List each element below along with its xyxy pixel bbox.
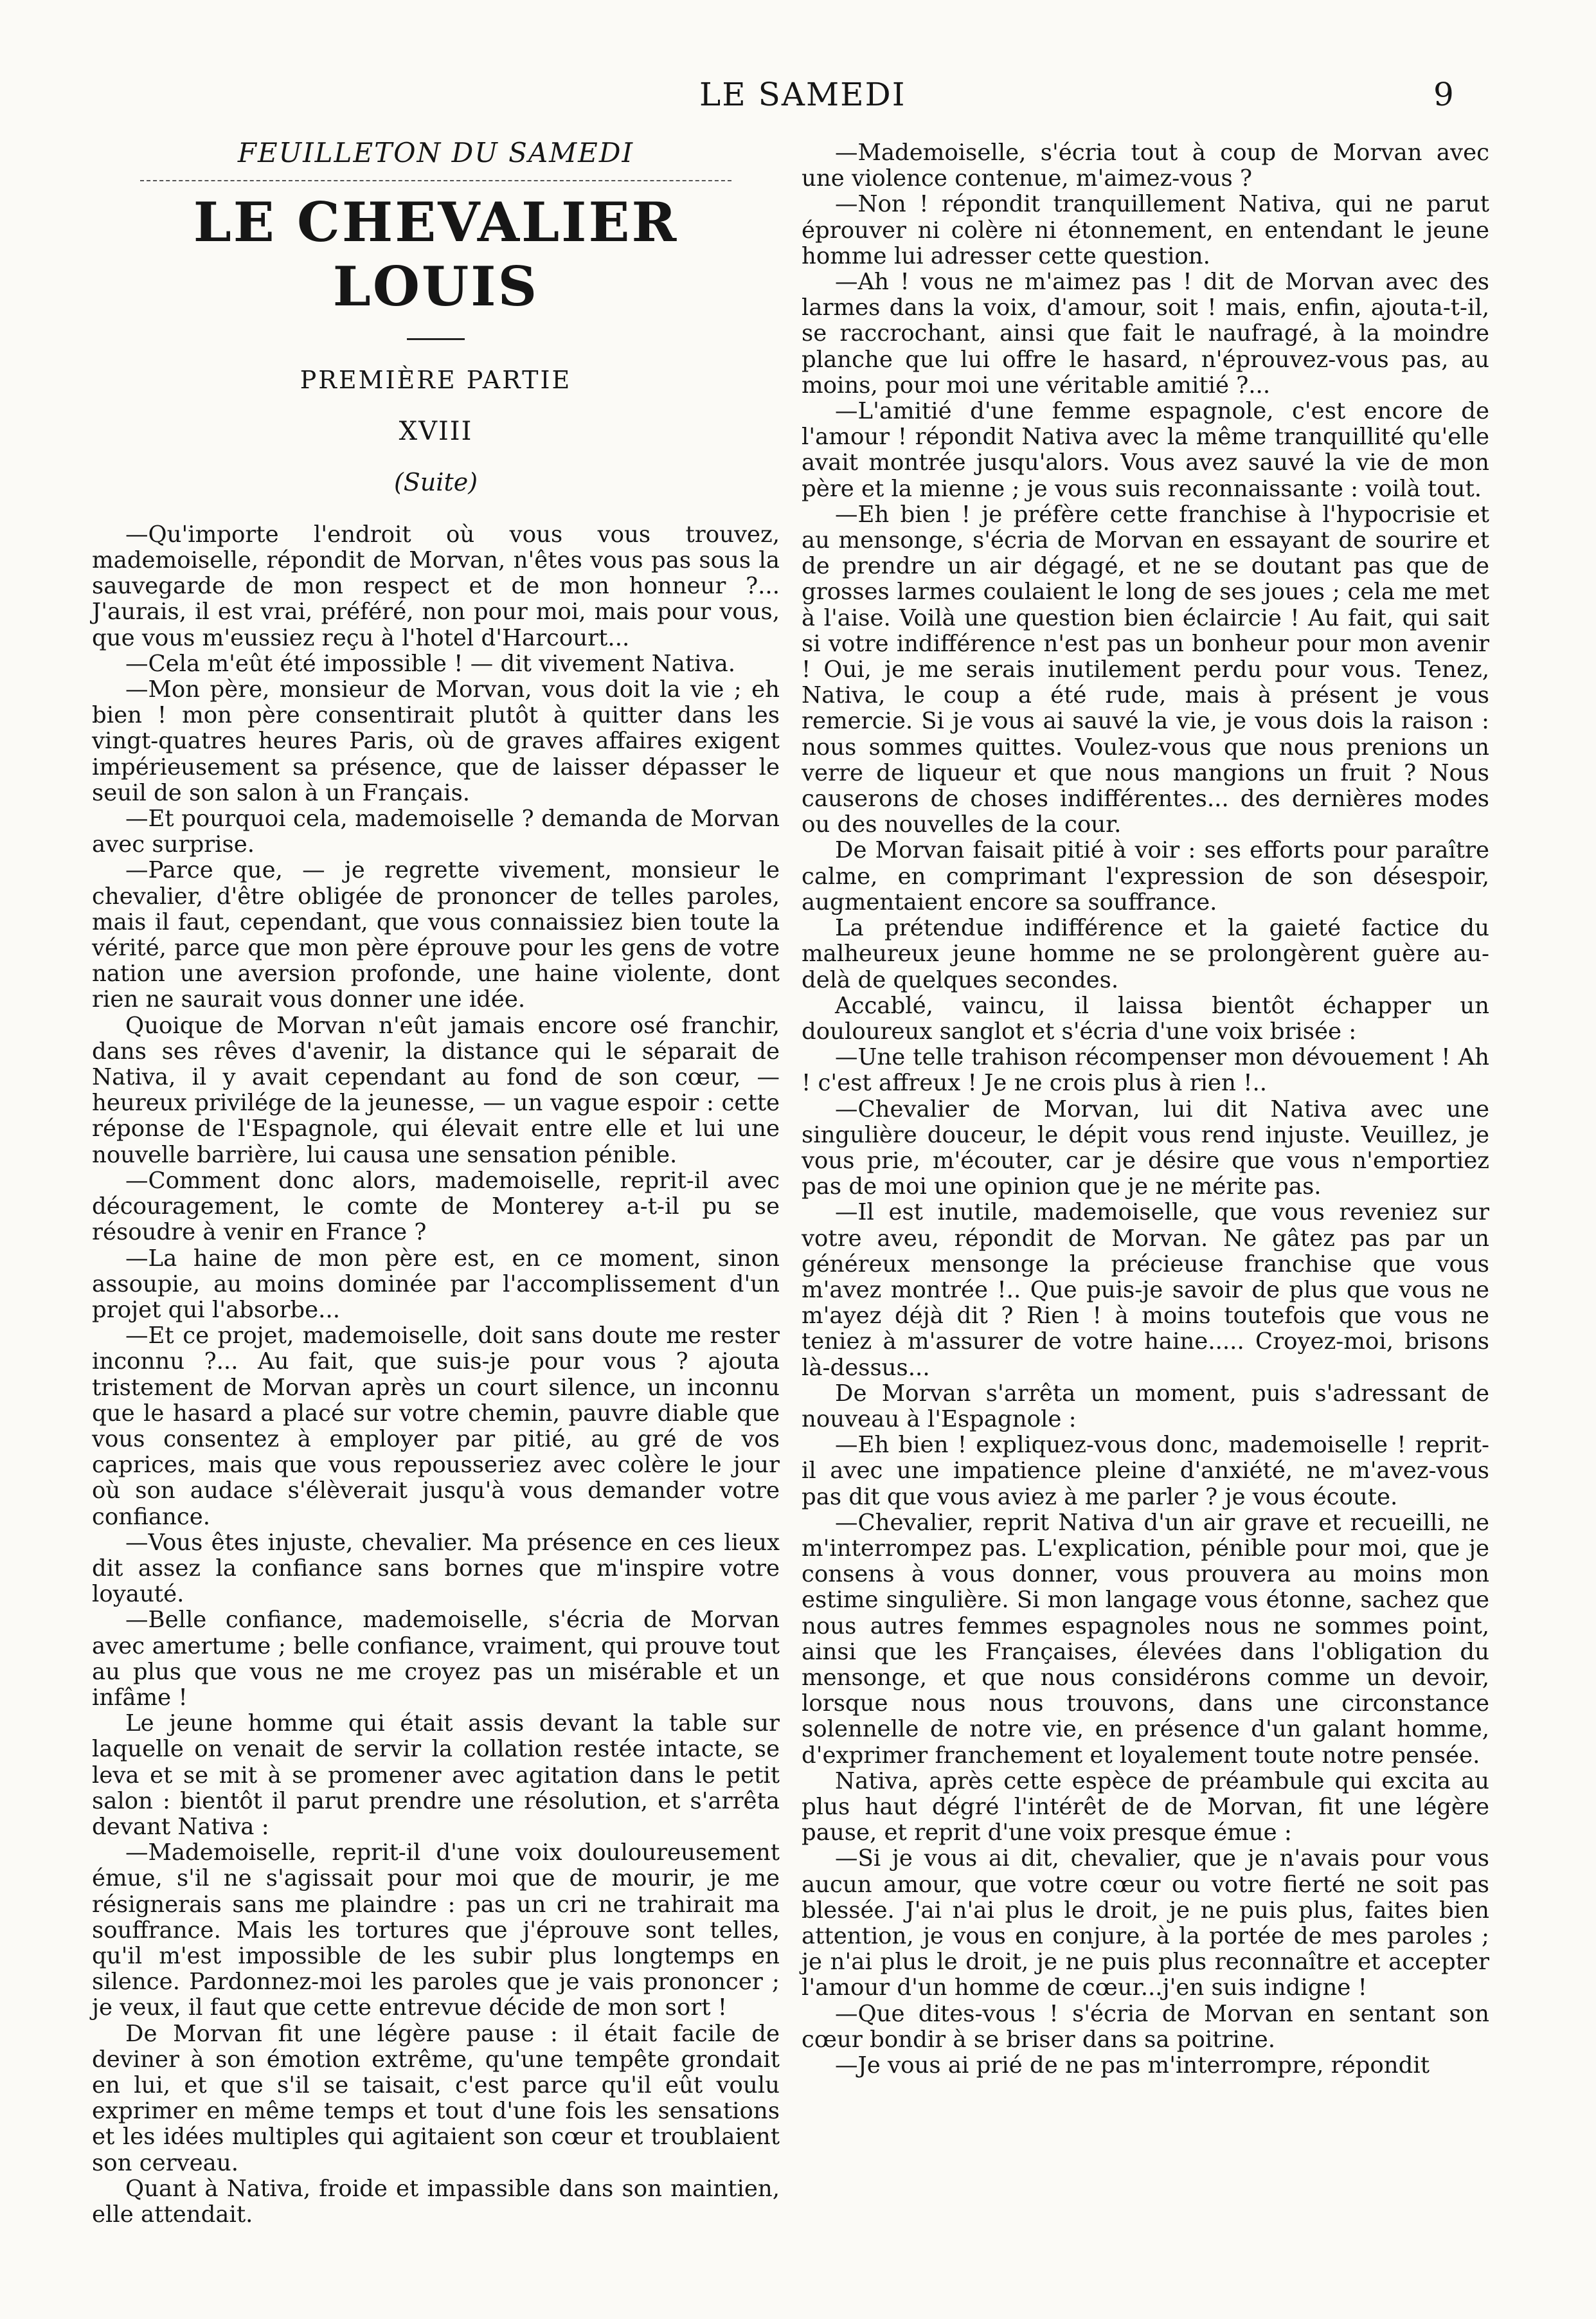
paragraph: —Eh bien ! je préfère cette franchise à l'hypocrisie et au mensonge, s'écria de Morvan en essayant de sourire et de prendre un air dégagé, et ne se doutant pas que de grosses larmes coulaient le long de ses joues ; cela me met à l'aise. Voilà une question bien éclaircie ! Au fait, qui sait si votre indifférence n'est pas un bonheur pour mon avenir ! Oui, je me serais inutilement perdu pour vous. Tenez, Nativa, le coup a été rude, mais à présent je vous remercie. Si je vous ai sauvé la vie, je vous dois la raison : nous sommes quittes. Voulez-vous que nous prenions un verre de liqueur et que nous mangions un fruit ? Nous causerons de choses indifférentes... des dernières modes ou des nouvelles de la cour. [802,501,1489,838]
paragraph: —Une telle trahison récompenser mon dévouement ! Ah ! c'est affreux ! Je ne crois plus à rien !.. [802,1044,1489,1097]
paragraph: —Que dites-vous ! s'écria de Morvan en sentant son cœur bondir à se briser dans sa poitrine. [802,2000,1489,2053]
paragraph: —Eh bien ! expliquez-vous donc, mademoiselle ! reprit-il avec une impatience pleine d'anxiété, ne m'avez-vous pas dit que vous aviez à me parler ? je vous écoute. [802,1432,1489,1510]
right-body-text [802,140,1489,2079]
paragraph: —Et pourquoi cela, mademoiselle ? demanda de Morvan avec surprise. [92,806,780,858]
paragraph: —Chevalier, reprit Nativa d'un air grave et recueilli, ne m'interrompez pas. L'explication, pénible pour moi, que je consens à vous donner, vous prouvera au moins mon estime singulière. Si mon langage vous étonne, sachez que nous autres femmes espagnoles nous ne sommes point, ainsi que les Françaises, élevées dans l'obligation du mensonge, et que nous considérons comme un devoir, lorsque nous nous trouvons, dans une circonstance solennelle de notre vie, en présence d'un galant homme, d'exprimer franchement et loyalement toute notre pensée. [802,1509,1489,1769]
paragraph: —Parce que, — je regrette vivement, monsieur le chevalier, d'être obligée de prononcer de telles paroles, mais il faut, cependant, que vous connaissiez bien toute la vérité, parce que mon père éprouve pour les gens de votre nation une aversion profonde, une haine violente, dont rien ne saurait vous donner une idée. [92,857,780,1013]
paragraph: —Mon père, monsieur de Morvan, vous doit la vie ; eh bien ! mon père consentirait plutôt à quitter dans les vingt-quatres heures Paris, où de graves affaires exigent impérieusement sa présence, que de laisser dépasser le seuil de son salon à un Français. [92,676,780,806]
paragraph: —Il est inutile, mademoiselle, que vous reveniez sur votre aveu, répondit de Morvan. Ne gâtez pas par un généreux mensonge la précieuse franchise que vous m'avez montrée !.. Que puis-je savoir de plus que vous ne m'ayez déjà dit ? Rien ! à moins toutefois que vous ne teniez à m'assurer de votre haine..... Croyez-moi, brisons là-dessus... [802,1199,1489,1381]
page-number: 9 [1433,76,1454,113]
story-title: LE CHEVALIER LOUIS [193,190,679,319]
running-title: LE SAMEDI [699,76,906,113]
feuilleton-heading: FEUILLETON DU SAMEDI [237,137,634,168]
paragraph: Quant à Nativa, froide et impassible dans son maintien, elle attendait. [92,2175,780,2228]
paragraph: De Morvan fit une légère pause : il était facile de deviner à son émotion extrême, qu'une tempête grondait en lui, et que s'il se taisait, c'est parce qu'il eût voulu exprimer en même temps et tout d'une fois les sensations et les idées multiples qui agitaient son cœur et troublaient son cerveau. [92,2020,780,2176]
paragraph: —Et ce projet, mademoiselle, doit sans doute me rester inconnu ?... Au fait, que suis-je pour vous ? ajouta tristement de Morvan après un court silence, un inconnu que le hasard a placé sur votre chemin, pauvre diable que vous consentez à employer par pitié, au gré de vos caprices, mais que vous repousseriez avec colère le jour où son audace s'élèverait jusqu'à vous demander votre confiance. [92,1322,780,1530]
paragraph: Accablé, vaincu, il laissa bientôt échapper un douloureux sanglot et s'écria d'une voix brisée : [802,992,1489,1045]
paragraph: —Qu'importe l'endroit où vous vous trouvez, mademoiselle, répondit de Morvan, n'êtes vous pas sous la sauvegarde de mon respect et de mon honneur ?... J'aurais, il est vrai, préféré, non pour moi, mais pour vous, que vous m'eussiez reçu à l'hotel d'Harcourt... [92,521,780,651]
paragraph: —Mademoiselle, reprit-il d'une voix douloureusement émue, s'il ne s'agissait pour moi que de mourir, je me résignerais sans me plaindre : pas un cri ne trahirait ma souffrance. Mais les tortures que j'éprouve sont telles, qu'il m'est impossible de les subir plus longtemps en silence. Pardonnez-moi les paroles que je vais prononcer ; je veux, il faut que cette entrevue décide de mon sort ! [92,1839,780,2021]
paragraph: Quoique de Morvan n'eût jamais encore osé franchir, dans ses rêves d'avenir, la distance qui le séparait de Nativa, il y avait cependant au fond de son cœur, — heureux privilége de la jeunesse, — un vague espoir : cette réponse de l'Espagnole, qui élevait entre elle et lui une nouvelle barrière, lui causa une sensation pénible. [92,1012,780,1168]
paragraph: —Si je vous ai dit, chevalier, que je n'avais pour vous aucun amour, que votre cœur ou votre fierté ne soit pas blessée. J'ai n'ai plus le droit, je ne puis plus, faites bien attention, je vous en conjure, à la portée de mes paroles ; je n'ai plus le droit, je ne puis plus reconnaître et accepter l'amour d'un homme de cœur...j'en suis indigne ! [802,1845,1489,2001]
paragraph: Le jeune homme qui était assis devant la table sur laquelle on venait de servir la collation restée intacte, se leva et se mit à se promener avec agitation dans le petit salon : bientôt il parut prendre une résolution, et s'arrêta devant Nativa : [92,1710,780,1840]
paragraph: De Morvan s'arrêta un moment, puis s'adressant de nouveau à l'Espagnole : [802,1380,1489,1432]
paragraph: —Comment donc alors, mademoiselle, reprit-il avec découragement, le comte de Monterey a-t-il pu se résoudre à venir en France ? [92,1167,780,1246]
paragraph: —Non ! répondit tranquillement Nativa, qui ne parut éprouver ni colère ni étonnement, en entendant le jeune homme lui adresser cette question. [802,191,1489,269]
paragraph: —Ah ! vous ne m'aimez pas ! dit de Morvan avec des larmes dans la voix, d'amour, soit ! mais, enfin, ajouta-t-il, se raccrochant, ainsi que fait le naufragé, à la moindre planche que lui offre le hasard, n'éprouvez-vous pas, au moins, pour moi une véritable amitié ?... [802,269,1489,399]
dashed-rule [140,180,731,181]
paragraph: —Belle confiance, mademoiselle, s'écria de Morvan avec amertume ; belle confiance, vraiment, qui prouve tout au plus que vous ne me croyez pas un misérable et un infâme ! [92,1607,780,1711]
paragraph: —Mademoiselle, s'écria tout à coup de Morvan avec une violence contenue, m'aimez-vous ? [802,140,1489,192]
left-column [92,137,780,2228]
left-body-text [92,522,780,2228]
paragraph: —Chevalier de Morvan, lui dit Nativa avec une singulière douceur, le dépit vous rend injuste. Veuillez, je vous prie, m'écouter, car je désire que vous n'emportiez pas de moi une opinion que je ne mérite pas. [802,1096,1489,1200]
suite-label: (Suite) [393,467,478,496]
part-heading: PREMIÈRE PARTIE [300,366,572,395]
chapter-number: XVIII [399,417,473,447]
paragraph: —La haine de mon père est, en ce moment, sinon assoupie, au moins dominée par l'accomplissement d'un projet qui l'absorbe... [92,1245,780,1323]
paragraph: —Vous êtes injuste, chevalier. Ma présence en ces lieux dit assez la confiance sans bornes que m'inspire votre loyauté. [92,1529,780,1608]
paragraph: —L'amitié d'une femme espagnole, c'est encore de l'amour ! répondit Nativa avec la même tranquillité qu'elle avait montrée jusqu'alors. Vous avez sauvé la vie de mon père et la mienne ; je vous suis reconnaissante : voilà tout. [802,398,1489,502]
paragraph: Nativa, après cette espèce de préambule qui excita au plus haut dégré l'intérêt de de Morvan, fit une légère pause, et reprit d'une voix presque émue : [802,1767,1489,1846]
paragraph: —Cela m'eût été impossible ! — dit vivement Nativa. [125,650,736,677]
paragraph: —Je vous ai prié de ne pas m'interrompre, répondit [835,2052,1430,2079]
right-column [802,140,1489,2079]
title-rule [407,338,465,340]
paragraph: De Morvan faisait pitié à voir : ses efforts pour paraître calme, en comprimant l'expression de son désespoir, augmentaient encore sa souffrance. [802,837,1489,916]
paragraph: La prétendue indifférence et la gaieté factice du malheureux jeune homme ne se prolongèrent guère au-delà de quelques secondes. [802,915,1489,993]
